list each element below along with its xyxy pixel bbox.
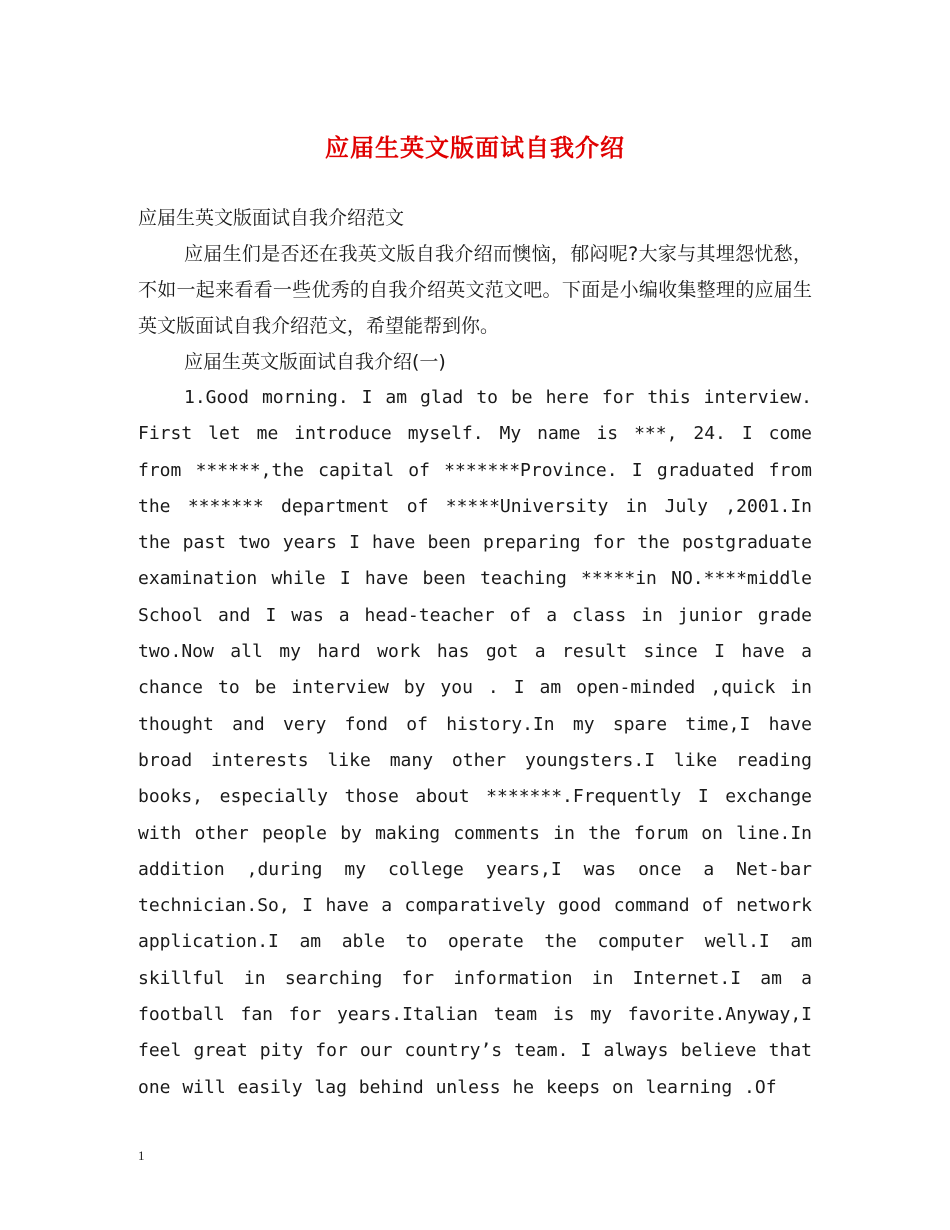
intro-paragraph: 应届生们是否还在我英文版自我介绍而懊恼，郁闷呢?大家与其埋怨忧愁，不如一起来看看一些优秀的自我介绍英文范文吧。下面是小编收集整理的应届生英文版面试自我介绍范文，希望能帮到你。 xyxy=(138,243,812,337)
page-number: 1 xyxy=(138,1148,145,1163)
english-paragraph: 1.Good morning. I am glad to be here for this interview. First let me introduce myself. My name is ***, 24. I come from ******,the capital of *******Province. I graduated from the ******* department of *****University in July ,2001.In the past two years I have been preparing for the postgraduate examination while I have been teaching *****in NO.****middle School and I was a head-teacher of a class in junior grade two.Now all my hard work has got a result since I have a chance to be interview by you . I am open-minded ,quick in thought and very fond of history.In my spare time,I have broad interests like many other youngsters.I like reading books, especially those about *******.Frequently I exchange with other people by making comments in the forum on line.In addition ,during my college years,I was once a Net-bar technician.So, I have a comparatively good command of network application.I am able to operate the computer well.I am skillful in searching for information in Internet.I am a football fan for years.Italian team is my favorite.Anyway,I feel great pity for our country’s team. I always believe that one will easily lag behind unless he keeps on learning .Of xyxy=(138,387,812,1098)
document-subtitle: 应届生英文版面试自我介绍范文 xyxy=(138,207,405,229)
section-heading: 应届生英文版面试自我介绍(一) xyxy=(184,351,446,373)
document-title: 应届生英文版面试自我介绍 xyxy=(325,133,625,162)
document-body xyxy=(138,200,812,1106)
